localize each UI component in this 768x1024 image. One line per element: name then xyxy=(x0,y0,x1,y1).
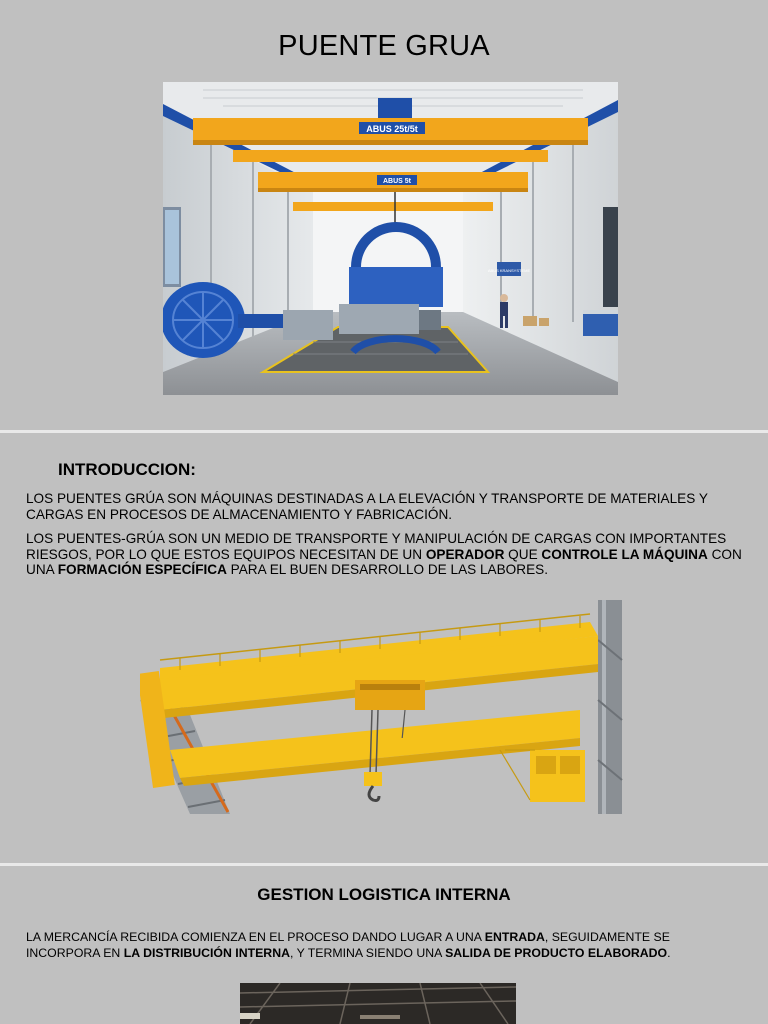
logistics-paragraph xyxy=(26,930,742,961)
intro-p2-text-4: PARA EL BUEN DESARROLLO DE LAS LABORES. xyxy=(226,562,548,578)
intro-p2-text-3: CON UNA xyxy=(26,546,742,578)
page-2 xyxy=(0,433,768,863)
warehouse-ceiling-illustration xyxy=(240,983,516,1024)
logistics-text-4: . xyxy=(667,945,671,960)
intro-heading: INTRODUCCION: xyxy=(58,460,196,479)
intro-paragraph-1: LOS PUENTES GRÚA SON MÁQUINAS DESTINADAS A LA ELEVACIÓN Y TRANSPORTE DE MATERIALES Y CARGAS EN PROCESOS DE ALMACENAMIENTO Y FABRICACIÓN. xyxy=(26,491,708,522)
factory-crane-illustration xyxy=(163,82,618,395)
logistics-bold-salida: SALIDA DE PRODUCTO ELABORADO xyxy=(445,945,668,960)
logistics-text-1: LA MERCANCÍA RECIBIDA COMIENZA EN EL PROCESO DANDO LUGAR A UNA xyxy=(26,930,485,944)
logistics-text-2: , SEGUIDAMENTE SE INCORPORA EN xyxy=(26,930,670,960)
intro-p2-bold-operador: OPERADOR xyxy=(425,546,505,562)
page-3 xyxy=(0,866,768,1024)
factory-crane-photo xyxy=(163,82,618,395)
crane-label-1: ABUS 25t/5t xyxy=(366,124,418,134)
wall-sign-text: ABUS KRANSYSTEME xyxy=(487,268,531,273)
intro-p2-text-1: LOS PUENTES-GRÚA SON UN MEDIO DE TRANSPORTE Y MANIPULACIÓN DE CARGAS CON IMPORTANTES RIESGOS, POR LO QUE ESTOS EQUIPOS NECESITAN DE UN xyxy=(26,531,727,562)
intro-p2-text-2: QUE xyxy=(504,546,542,562)
intro-p2-bold-formacion: FORMACIÓN ESPECÍFICA xyxy=(57,562,227,578)
overhead-crane-photo xyxy=(140,600,626,814)
crane-label-2: ABUS 5t xyxy=(382,178,412,185)
logistics-text-3: , Y TERMINA SIENDO UNA xyxy=(289,945,446,960)
overhead-crane-illustration xyxy=(140,600,626,814)
logistics-bold-entrada: ENTRADA xyxy=(484,930,545,944)
intro-p2-bold-controle: CONTROLE LA MÁQUINA xyxy=(541,546,708,562)
page-1 xyxy=(0,0,768,430)
logistics-heading: GESTION LOGISTICA INTERNA xyxy=(257,885,511,904)
logistics-bold-distribucion: LA DISTRIBUCIÓN INTERNA xyxy=(123,945,290,960)
intro-paragraph-2 xyxy=(26,531,742,578)
warehouse-photo xyxy=(240,983,516,1024)
page-title: PUENTE GRUA xyxy=(278,30,490,62)
